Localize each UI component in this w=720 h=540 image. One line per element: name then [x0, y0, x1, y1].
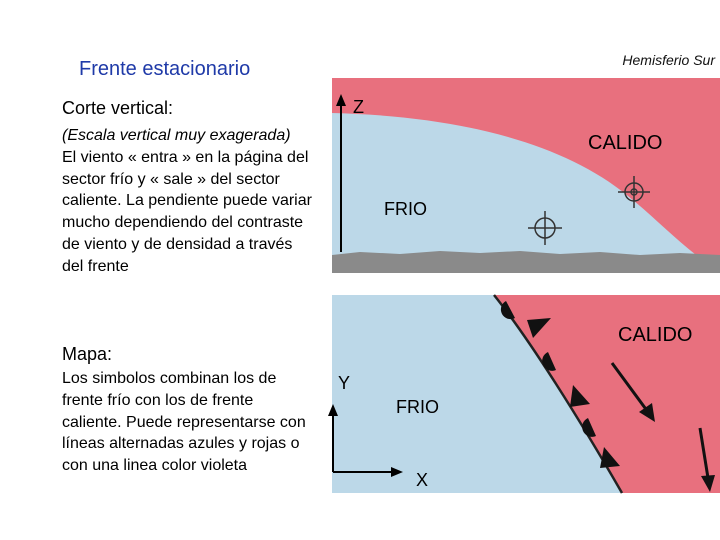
map-cold-label: FRIO	[396, 397, 439, 417]
y-axis-label: Y	[338, 373, 351, 393]
hemisphere-label: Hemisferio Sur	[622, 52, 715, 68]
warm-label: CALIDO	[588, 132, 663, 154]
map-warm-label: CALIDO	[618, 324, 693, 346]
map-panel	[332, 295, 720, 493]
map-heading: Mapa:	[62, 344, 113, 364]
x-axis-label: X	[416, 470, 429, 490]
vertical-section-description-block	[62, 125, 312, 278]
vertical-section-description: El viento « entra » en la página del sector frío y « sale » del sector caliente. La pendiente puede variar mucho dependiendo del contraste de viento y de densidad a través del frente	[62, 148, 312, 275]
vertical-section-panel	[332, 78, 720, 273]
page-title: Frente estacionario	[79, 58, 251, 80]
cold-label: FRIO	[384, 199, 427, 219]
vertical-section-heading: Corte vertical:	[62, 98, 174, 118]
z-axis-label: Z	[353, 97, 364, 117]
map-description: Los simbolos combinan los de frente frío con los de frente caliente. Puede representarse con líneas alternadas azules y rojas o con una linea color violeta	[62, 370, 306, 475]
ground-strip	[332, 251, 720, 273]
vertical-scale-note: (Escala vertical muy exagerada)	[62, 127, 291, 144]
